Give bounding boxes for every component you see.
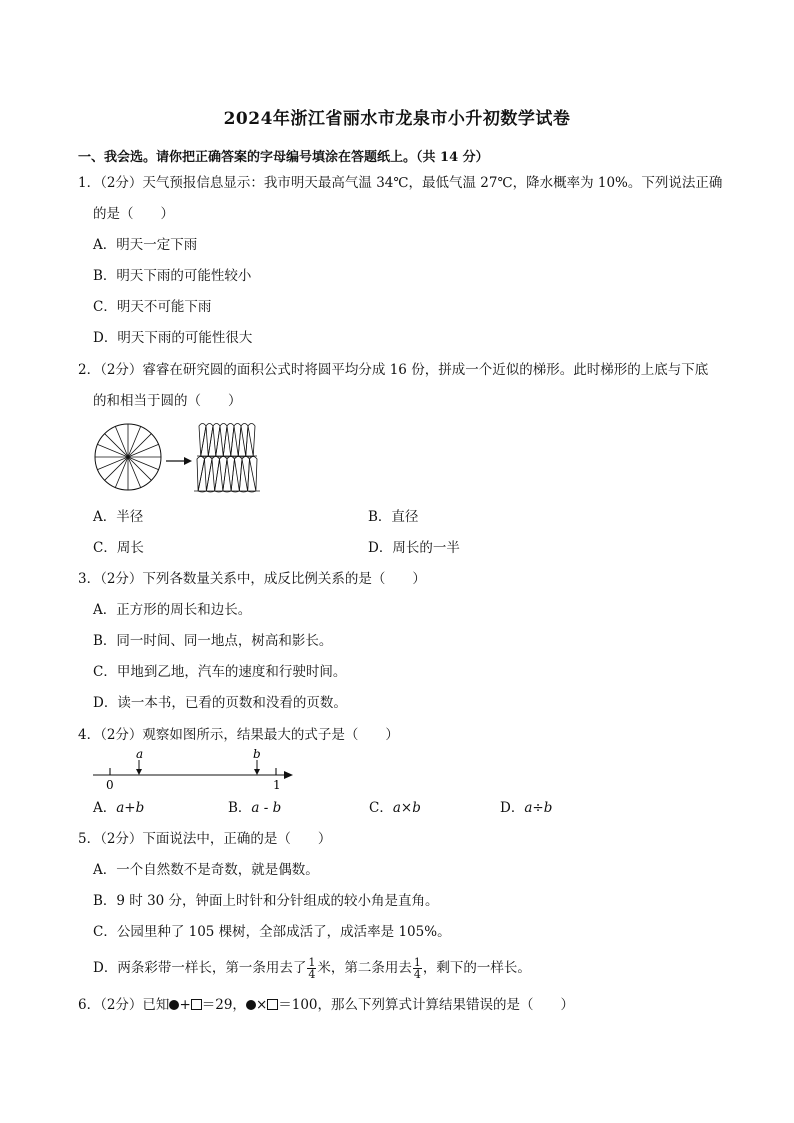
label-b: b [253,747,261,761]
question-2-option-c: C．周长 [93,540,144,556]
question-3-option-b: B．同一时间、同一地点，树高和影长。 [93,633,333,649]
question-2-stem: 2．（2分）睿睿在研究圆的面积公式时将圆平均分成 16 份，拼成一个近似的梯形。此时梯形的上底与下底 [78,362,709,378]
question-3-option-c: C．甲地到乙地，汽车的速度和行驶时间。 [93,664,347,680]
question-5-option-b: B．9 时 30 分，钟面上时针和分针组成的较小角是直角。 [93,893,439,909]
question-3-option-a: A．正方形的周长和边长。 [93,602,252,618]
question-3-option-d: D．读一本书，已看的页数和没看的页数。 [93,695,347,711]
section-heading: 一、我会选。请你把正确答案的字母编号填涂在答题纸上。（共 14 分） [78,150,489,165]
tick-1-label: 1 [273,778,281,792]
question-1-option-a: A．明天一定下雨 [93,237,198,253]
question-4-option-d: D．a÷b [500,800,553,816]
question-5-option-a: A．一个自然数不是奇数，就是偶数。 [93,862,319,878]
label-a: a [136,747,144,761]
square-icon [191,999,202,1010]
question-1-stem-cont: 的是（ ） [93,206,174,222]
question-4-stem: 4．（2分）观察如图所示，结果最大的式子是（ ） [78,727,399,743]
question-2-option-d: D．周长的一半 [368,540,460,556]
question-3-stem: 3．（2分）下列各数量关系中，成反比例关系的是（ ） [78,571,426,587]
arrow-icon [166,456,192,466]
circle-sectors-figure [93,422,163,492]
square-icon [267,999,278,1010]
question-4-option-b: B．a - b [228,800,282,816]
page-title: 2024年浙江省丽水市龙泉市小升初数学试卷 [223,109,571,129]
question-1-option-c: C．明天不可能下雨 [93,299,212,315]
question-6-stem: 6．（2分）已知 + ＝29， × ＝100，那么下列算式计算结果错误的是（ ） [78,997,575,1013]
question-4-option-c: C．a×b [369,800,421,816]
question-1-option-b: B．明天下雨的可能性较小 [93,268,252,284]
black-circle-icon [169,1000,179,1010]
question-5-option-d: D．两条彩带一样长，第一条用去了 $\frac{1}{4}$ 米，第二条用去 $\frac{1}{4}$ ，剩下的一样长。 [93,956,531,981]
fraction-one-quarter: $\frac{1}{4}$ [308,956,316,981]
number-line-figure [93,748,303,790]
question-5-stem: 5．（2分）下面说法中，正确的是（ ） [78,831,332,847]
question-2-option-a: A．半径 [93,509,144,525]
question-2-stem-cont: 的和相当于圆的（ ） [93,393,242,409]
black-circle-icon [246,1000,256,1010]
tick-0-label: 0 [106,778,114,792]
question-1-option-d: D．明天下雨的可能性很大 [93,330,253,346]
question-5-option-c: C．公园里种了 105 棵树，全部成活了，成活率是 105%。 [93,924,451,940]
fraction-one-quarter: $\frac{1}{4}$ [413,956,421,981]
trapezoid-sectors-figure [194,421,260,493]
question-4-option-a: A．a+b [93,800,145,816]
question-2-option-b: B．直径 [368,509,419,525]
question-1-stem: 1．（2分）天气预报信息显示：我市明天最高气温 34℃，最低气温 27℃，降水概率为 10%。下列说法正确 [78,175,723,191]
